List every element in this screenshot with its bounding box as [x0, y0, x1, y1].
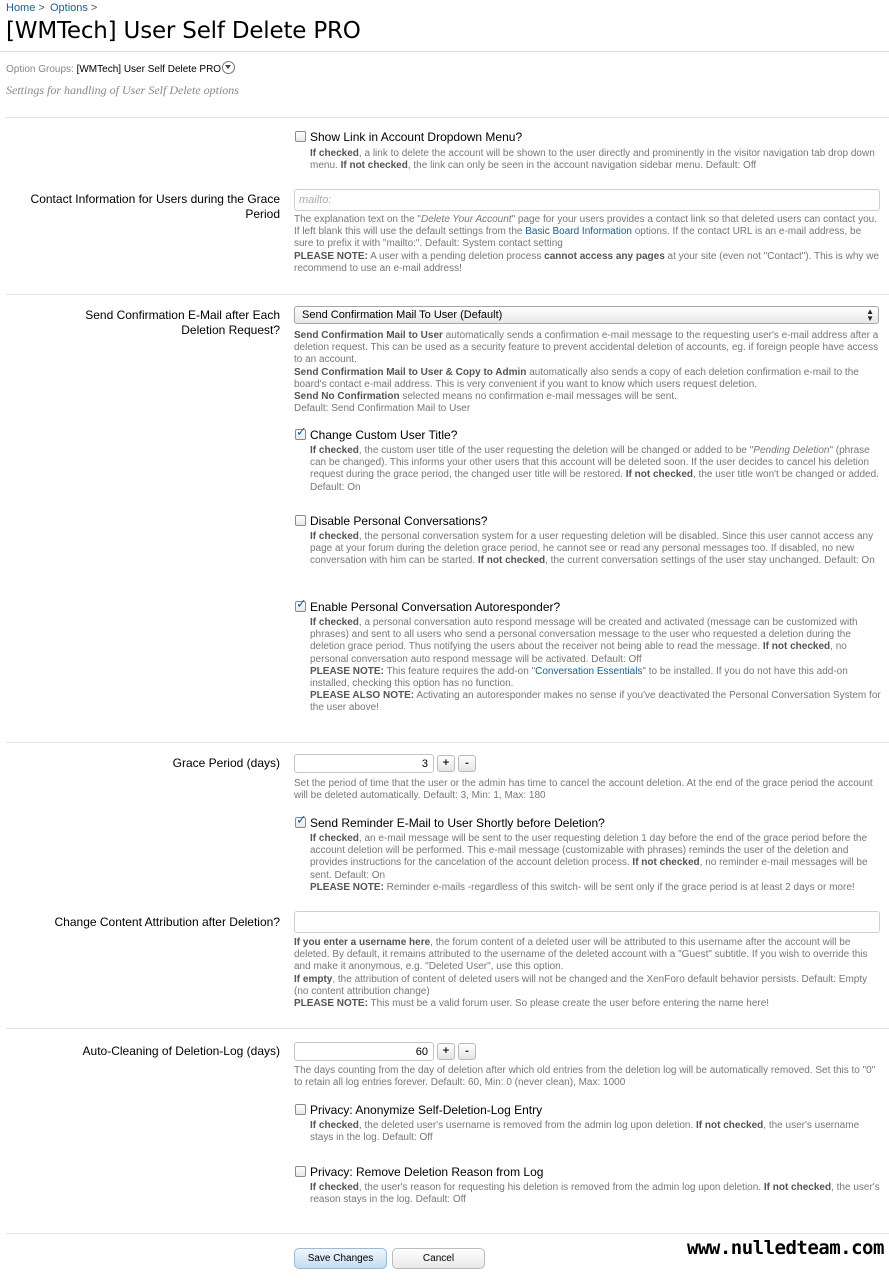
save-changes-button[interactable]: Save Changes	[294, 1248, 387, 1269]
checkbox-label[interactable]: Show Link in Account Dropdown Menu?	[310, 130, 523, 144]
help-contact: The explanation text on the "Delete Your Account" page for your users provides a contact link so that deleted users can contact you. If left blank this will use the default settings from the Basic Board Information options. If the contact URL is an e-mail address, be sure to prefix it with "mailto:". Default: System contact setting PLEASE NOTE: A user with a pending deletion process cannot access any pages at your site (even not "Contact"). This is why we recommend to use an e-mail address!	[294, 214, 879, 274]
checkbox-label[interactable]: Change Custom User Title?	[310, 428, 458, 442]
help-confirmation: Send Confirmation Mail to User automatically sends a confirmation e-mail message to the requesting user's e-mail address after a deletion request. This can be used as a security feature to prevent accidental deletion of accounts, eg. if foreign people have access to an account. Send Confirmation Mail to User & Copy to Admin automatically also sends a copy of each deletion confirmation e-mail to the board's contact e-mail address. This is very convenient if you want to know which users request deletion. Send No Confirmation selected means no confirmation e-mail messages will be sent. Default: Send Confirmation Mail to User	[294, 330, 879, 415]
help-anonymize-log: If checked, the deleted user's username is removed from the admin log upon deletion. If not checked, the user's username stays in the log. Default: Off	[310, 1120, 860, 1144]
contact-input-placeholder: mailto:	[299, 194, 332, 206]
option-groups	[6, 61, 235, 75]
section-divider	[6, 742, 889, 743]
label-auto-cleaning: Auto-Cleaning of Deletion-Log (days)	[82, 1044, 280, 1058]
attribution-input[interactable]	[294, 911, 880, 933]
header-blank-area	[676, 6, 886, 48]
help-grace-period: Set the period of time that the user or the admin has time to cancel the account deletion. At the end of the grace period the account will be deleted automatically. Default: 3, Min: 1, Max: 180	[294, 778, 873, 802]
grace-minus-button[interactable]: -	[458, 755, 476, 772]
checkbox-label[interactable]: Privacy: Anonymize Self-Deletion-Log Entry	[310, 1103, 543, 1117]
group-description: Settings for handling of User Self Delete options	[6, 83, 239, 97]
header-divider	[0, 51, 889, 52]
help-autoresponder: If checked, a personal conversation auto respond message will be created and activated (message can be customized with phrases) and sent to all users who send a personal conversation message to the user who requested a deletion during the deletion grace period. Thus notifying the users about the receiver not being able to read the message. If not checked, no personal conversation auto respond message will be activated. Default: Off PLEASE NOTE: This feature requires the add-on "Conversation Essentials" to be installed. If you do not have this add-on installed, checking this option has no function. PLEASE ALSO NOTE: Activating an autoresponder makes no sense if you've deactivated the Personal Conversation System for the user above!	[310, 617, 881, 714]
help-change-user-title: If checked, the custom user title of the user requesting the deletion will be changed or added to be "Pending Deletion" (phrase can be changed). This informs your other users that this account will be deleted soon. If the user decides to cancel his deletion request during the grace period, the changed user title will be restored. If not checked, the user title won't be changed or added. Default: On	[310, 445, 879, 493]
breadcrumb-options[interactable]: Options >	[50, 2, 98, 14]
contact-input[interactable]	[294, 189, 880, 211]
link-conversation-essentials[interactable]: Conversation Essentials	[535, 665, 643, 677]
help-remove-reason: If checked, the user's reason for requesting his deletion is removed from the admin log upon deletion. If not checked, the user's reason stays in the log. Default: Off	[310, 1182, 880, 1206]
confirmation-select[interactable]	[294, 306, 879, 324]
page-title: [WMTech] User Self Delete PRO	[6, 18, 361, 44]
grace-plus-button[interactable]: +	[437, 755, 455, 772]
checkbox-send-reminder[interactable]	[295, 817, 306, 828]
section-divider	[6, 294, 889, 295]
section-divider	[6, 1028, 889, 1029]
checkbox-label[interactable]: Enable Personal Conversation Autoresponder?	[310, 600, 561, 614]
checkbox-autoresponder[interactable]	[295, 601, 306, 612]
checkbox-change-user-title[interactable]	[295, 429, 306, 440]
option-groups-value[interactable]: [WMTech] User Self Delete PRO	[76, 64, 222, 75]
checkbox-label[interactable]: Privacy: Remove Deletion Reason from Log	[310, 1165, 544, 1179]
section-divider	[6, 117, 889, 118]
select-arrows-icon: ▲ ▼	[866, 307, 874, 323]
label-send-confirmation: Send Confirmation E-Mail after Each Deletion Request?	[85, 308, 280, 337]
cleaning-minus-button[interactable]: -	[458, 1043, 476, 1060]
help-show-link: If checked, a link to delete the account will be shown to the user directly and prominently in the visitor navigation tab drop down menu. If not checked, the link can only be seen in the account navigation sidebar menu. Default: Off	[310, 148, 875, 172]
label-content-attribution: Change Content Attribution after Deletion?	[54, 915, 280, 929]
link-basic-board-info[interactable]: Basic Board Information	[525, 226, 632, 238]
confirmation-select-value: Send Confirmation Mail To User (Default)	[302, 309, 503, 321]
section-divider	[6, 1233, 889, 1234]
breadcrumb-options-label[interactable]: Options	[50, 2, 88, 14]
checkbox-label[interactable]: Disable Personal Conversations?	[310, 514, 488, 528]
cancel-button[interactable]: Cancel	[392, 1248, 485, 1269]
checkbox-remove-reason[interactable]	[295, 1166, 306, 1177]
label-grace-period: Grace Period (days)	[172, 756, 280, 770]
help-send-reminder: If checked, an e-mail message will be sent to the user requesting deletion 1 day before the end of the grace period before the account deletion will be performed. This e-mail message (customizable with phrases) reminds the user of the deletion and provides instructions for the cancelation of the account deletion process. If not checked, no reminder e-mail messages will be sent. Default: On PLEASE NOTE: Reminder e-mails -regardless of this switch- will be sent only if the grace period is at least 2 days or more!	[310, 833, 868, 893]
option-groups-label: Option Groups:	[6, 64, 74, 75]
grace-period-input[interactable]	[294, 754, 434, 773]
chevron-down-icon[interactable]	[222, 61, 235, 74]
header	[0, 0, 889, 52]
watermark: www.nulledteam.com	[687, 1237, 884, 1259]
grace-period-value: 3	[421, 758, 428, 770]
label-contact-info: Contact Information for Users during the Grace Period	[30, 192, 280, 221]
checkbox-label[interactable]: Send Reminder E-Mail to User Shortly before Deletion?	[310, 816, 605, 830]
checkbox-disable-conversations[interactable]	[295, 515, 306, 526]
breadcrumb-home-label[interactable]: Home	[6, 2, 36, 14]
auto-cleaning-input[interactable]	[294, 1042, 434, 1061]
help-disable-conversations: If checked, the personal conversation system for a user requesting deletion will be disabled. Since this user cannot access any page at your forum during the deletion grace period, he cannot see or read any personal messages too. If disabled, no new conversation with him can be started. If not checked, the current conversation settings of the user stay unchanged. Default: On	[310, 531, 875, 567]
checkbox-show-link[interactable]	[295, 131, 306, 142]
help-content-attribution: If you enter a username here, the forum content of a deleted user will be attributed to this username after the account will be deleted. By default, it remains attributed to the username of the deleted account with a "Guest" subtitle. If you wish to override this and make it anonymous, e.g. "Deleted User", use this option. If empty, the attribution of content of deleted users will not be changed and the XenForo default behavior persists. Default: Empty (no content attribution change) PLEASE NOTE: This must be a valid forum user. So please create the user before entering the name here!	[294, 937, 868, 1010]
breadcrumb-home[interactable]: Home >	[6, 2, 45, 14]
checkbox-anonymize-log[interactable]	[295, 1104, 306, 1115]
help-auto-cleaning: The days counting from the day of deletion after which old entries from the deletion log will be automatically removed. Set this to "0" to retain all log entries forever. Default: 60, Min: 0 (never clean), Max: 1000	[294, 1065, 876, 1089]
auto-cleaning-value: 60	[415, 1046, 428, 1058]
cleaning-plus-button[interactable]: +	[437, 1043, 455, 1060]
